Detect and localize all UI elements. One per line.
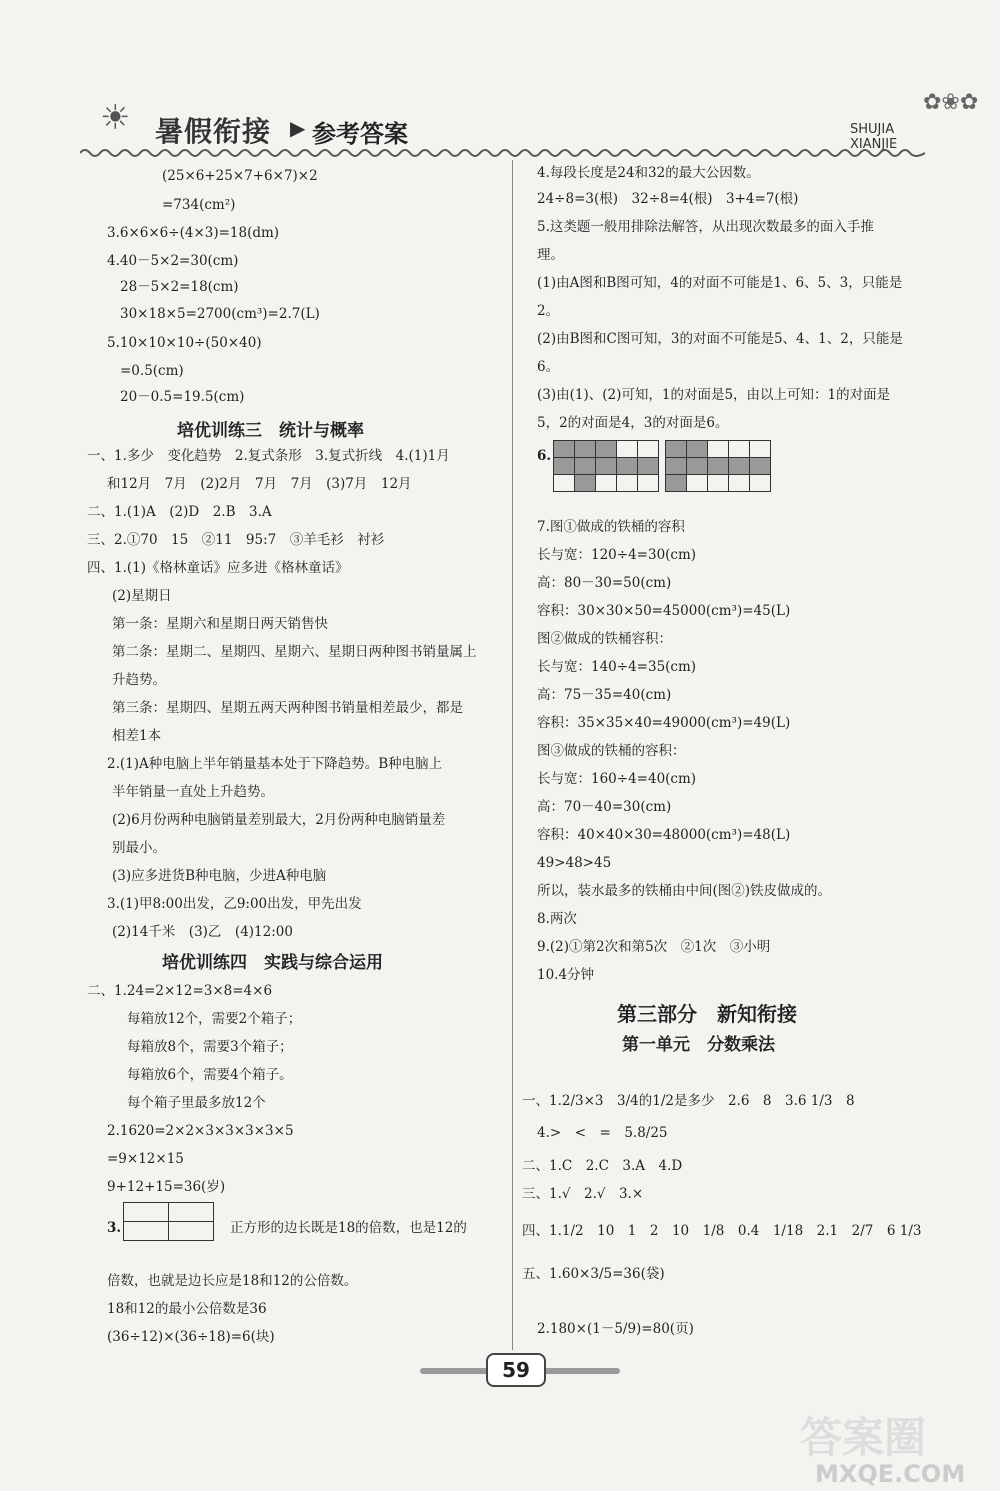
answer-line: 二、1.24=2×12=3×8=4×6 [87,983,273,999]
pinyin-title: SHUJIA XIANJIE [850,122,898,152]
answer-line: (2)由B图和C图可知，3的对面不可能是5、4、1、2，只能是 [537,331,903,347]
answer-line: 4.每段长度是24和32的最大公因数。 [537,165,760,181]
answer-line: 一、1.多少 变化趋势 2.复式条形 3.复式折线 4.(1)1月 [87,448,450,464]
answer-line: 第三条：星期四、星期五两天两种图书销量相差最少，都是 [112,700,463,716]
arrow-icon: ▶ [290,116,306,140]
answer-line: (2)6月份两种电脑销量差别最大，2月份两种电脑销量差 [112,812,446,828]
answer-line: =9×12×15 [107,1151,184,1167]
answer-line: 容积：40×40×30=48000(cm³)=48(L) [537,827,791,843]
page-number: 59 [486,1353,546,1387]
answer-line: 30×18×5=2700(cm³)=2.7(L) [120,306,320,322]
answer-line: (2)14千米 (3)乙 (4)12:00 [112,924,293,940]
answer-line: 24÷8=3(根) 32÷8=4(根) 3+4=7(根) [537,191,799,207]
section-heading: 培优训练四 实践与综合运用 [162,953,383,973]
answer-line: 2.180×(1－5/9)=80(页) [537,1321,694,1337]
answer-line: 容积：35×35×40=49000(cm³)=49(L) [537,715,791,731]
answer-line: 高：70－40=30(cm) [537,799,672,815]
answer-line: 容积：30×30×50=45000(cm³)=45(L) [537,603,791,619]
answer-line: 每箱放8个，需要3个箱子； [127,1039,293,1055]
answer-line: (3)应多进货B种电脑，少进A种电脑 [112,868,327,884]
section-heading: 培优训练三 统计与概率 [177,421,364,441]
answer-line: 一、1.2/3×3 3/4的1/2是多少 2.6 8 3.6 1/3 8 [522,1093,855,1109]
answer-line: 2.1620=2×2×3×3×3×3×5 [107,1123,294,1139]
answer-line: (1)由A图和B图可知，4的对面不可能是1、6、5、3，只能是 [537,275,903,291]
column-divider [512,160,513,1350]
answer-line: 10.4分钟 [537,967,595,983]
answer-line: 相差1本 [112,728,162,744]
answer-line: 每箱放12个，需要2个箱子； [127,1011,302,1027]
answer-line: 高：80－30=50(cm) [537,575,672,591]
answer-line: 9+12+15=36(岁) [107,1179,226,1195]
answer-line: 49>48>45 [537,855,612,871]
answer-line: 二、1.C 2.C 3.A 4.D [522,1158,683,1174]
square-diagram [123,1202,214,1241]
answer-line: 4.40－5×2=30(cm) [107,253,239,269]
header-wave-divider [80,147,925,159]
answer-line: 28－5×2=18(cm) [120,279,239,295]
answer-line: 二、1.(1)A (2)D 2.B 3.A [87,504,272,520]
answer-line: 理。 [537,247,564,263]
answer-line: 三、2.①70 15 ②11 95:7 ③羊毛衫 衬衫 [87,532,385,548]
answer-line: 升趋势。 [112,672,166,688]
cube-net-grid-2 [665,440,771,492]
watermark-logo: 答案圈 [800,1413,927,1462]
watermark-url: MXQE.COM [815,1460,966,1488]
answer-line: (2)星期日 [112,588,172,604]
answer-line: 5，2的对面是4，3的对面是6。 [537,415,729,431]
answer-line: 每箱放6个，需要4个箱子。 [127,1067,293,1083]
cube-net-grid-1 [553,440,659,492]
section-title: 参考答案 [312,120,408,148]
section-heading: 第一单元 分数乘法 [622,1035,775,1055]
book-title: 暑假衔接 [155,115,272,148]
answer-line: 20－0.5=19.5(cm) [120,389,245,405]
answer-line: 9.(2)①第2次和第5次 ②1次 ③小明 [537,939,771,955]
answer-line: 7.图①做成的铁桶的容积 [537,519,685,535]
answer-line: 2。 [537,303,560,319]
answer-line: 四、1.(1)《格林童话》应多进《格林童话》 [87,560,349,576]
sun-icon: ☀ [100,98,131,138]
answer-line: (3)由(1)、(2)可知，1的对面是5，由以上可知：1的对面是 [537,387,891,403]
answer-line: 所以，装水最多的铁桶由中间(图②)铁皮做成的。 [537,883,832,899]
answer-line: 8.两次 [537,911,577,927]
answer-line: 长与宽：120÷4=30(cm) [537,547,697,563]
answer-line: 6。 [537,359,560,375]
answer-line: 别最小。 [112,840,166,856]
answer-line: (25×6+25×7+6×7)×2 [162,168,318,184]
section-heading: 第三部分 新知衔接 [617,1002,797,1026]
answer-line: 4.> < = 5.8/25 [537,1125,668,1141]
answer-line: 2.(1)A种电脑上半年销量基本处于下降趋势。B种电脑上 [107,756,443,772]
answer-line: 长与宽：160÷4=40(cm) [537,771,697,787]
flower-icon: ✿❀✿ [923,90,979,115]
answer-line: 18和12的最小公倍数是36 [107,1301,267,1317]
answer-line: 四、1.1/2 10 1 2 10 1/8 0.4 1/18 2.1 2/7 6 1/3 [522,1223,922,1239]
answer-line: 图②做成的铁桶容积： [537,631,672,647]
answer-line: 和12月 7月 (2)2月 7月 7月 (3)7月 12月 [107,476,412,492]
answer-line: 3.6×6×6÷(4×3)=18(dm) [107,225,280,241]
answer-line: 图③做成的铁桶的容积： [537,743,686,759]
answer-line: 高：75－35=40(cm) [537,687,672,703]
answer-line: 长与宽：140÷4=35(cm) [537,659,697,675]
answer-line: (36÷12)×(36÷18)=6(块) [107,1329,275,1345]
q6-label: 6. [537,448,552,464]
answer-line: =0.5(cm) [120,363,184,379]
answer-line: 每个箱子里最多放12个 [127,1095,266,1111]
answer-line: 第二条：星期二、星期四、星期六、星期日两种图书销量属上 [112,644,477,660]
answer-line: =734(cm²) [162,197,236,213]
answer-line: 五、1.60×3/5=36(袋) [522,1266,665,1282]
q3-label: 3. [107,1220,122,1236]
answer-line: 正方形的边长既是18的倍数，也是12的 [230,1220,467,1236]
answer-line: 5.10×10×10÷(50×40) [107,335,262,351]
answer-line: 第一条：星期六和星期日两天销售快 [112,616,328,632]
answer-line: 3.(1)甲8:00出发，乙9:00出发，甲先出发 [107,896,362,912]
answer-line: 三、1.√ 2.√ 3.× [522,1186,644,1202]
answer-line: 半年销量一直处上升趋势。 [112,784,274,800]
answer-line: 倍数，也就是边长应是18和12的公倍数。 [107,1273,358,1289]
answer-line: 5.这类题一般用排除法解答，从出现次数最多的面入手推 [537,219,874,235]
